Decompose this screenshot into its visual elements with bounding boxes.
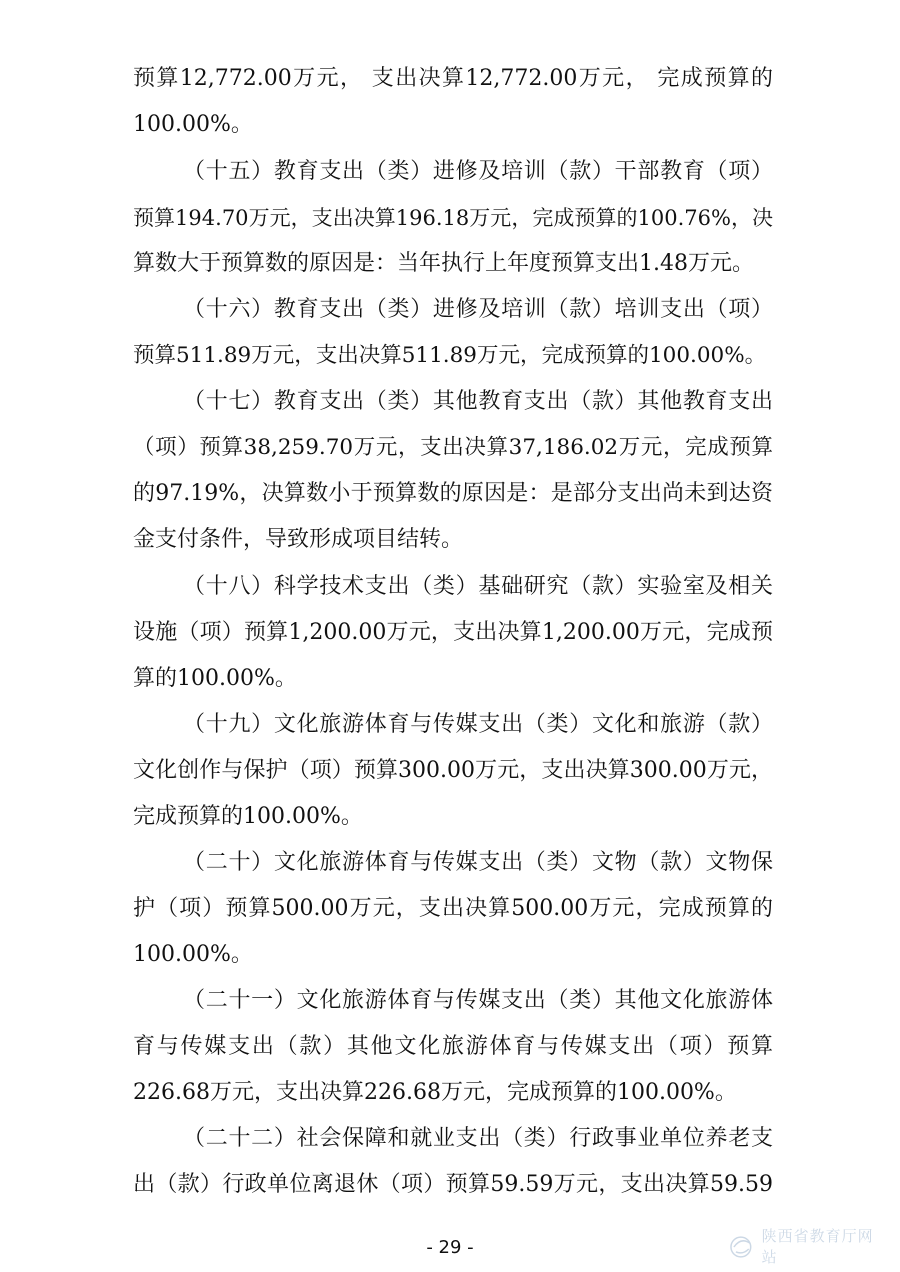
paragraph-line: 设施（项）预算1,200.00万元，支出决算1,200.00万元，完成预 [133, 620, 773, 645]
paragraph-line: 育与传媒支出（款）其他文化旅游体育与传媒支出（项）预算 [133, 1034, 773, 1059]
paragraph-line: （十七）教育支出（类）其他教育支出（款）其他教育支出 [183, 389, 773, 414]
paragraph-line: 100.00%。 [133, 112, 253, 137]
paragraph-line: 预算12,772.00万元， 支出决算12,772.00万元， 完成预算的 [133, 66, 773, 91]
paragraph-line: （项）预算38,259.70万元，支出决算37,186.02万元，完成预算 [133, 435, 773, 460]
paragraph-line: 算数大于预算数的原因是：当年执行上年度预算支出1.48万元。 [133, 251, 754, 276]
paragraph-line: 金支付条件，导致形成项目结转。 [133, 527, 464, 552]
paragraph-line: 的97.19%，决算数小于预算数的原因是：是部分支出尚未到达资 [133, 481, 773, 506]
paragraph-line: 完成预算的100.00%。 [133, 804, 363, 829]
paragraph-line: （二十）文化旅游体育与传媒支出（类）文物（款）文物保 [183, 850, 773, 875]
paragraph-line: 出（款）行政单位离退休（项）预算59.59万元，支出决算59.59 [133, 1172, 773, 1197]
paragraph-line: （十六）教育支出（类）进修及培训（款）培训支出（项） [183, 297, 773, 322]
page-number: - 29 - [426, 1237, 474, 1258]
paragraph-line: （二十二）社会保障和就业支出（类）行政事业单位养老支 [183, 1126, 773, 1151]
watermark-text: 陕西省教育厅网站 [761, 1227, 874, 1266]
paragraph-line: 算的100.00%。 [133, 666, 297, 691]
paragraph-line: 预算511.89万元，支出决算511.89万元，完成预算的100.00%。 [133, 343, 767, 368]
site-watermark [728, 1228, 888, 1264]
watermark-logo-icon [728, 1233, 758, 1259]
paragraph-line: （十五）教育支出（类）进修及培训（款）干部教育（项） [183, 159, 773, 184]
paragraph-line: 文化创作与保护（项）预算300.00万元，支出决算300.00万元， [133, 758, 773, 783]
paragraph-line: 预算194.70万元，支出决算196.18万元，完成预算的100.76%，决 [133, 206, 773, 230]
paragraph-line: 护（项）预算500.00万元，支出决算500.00万元，完成预算的 [133, 896, 773, 921]
paragraph-line: （二十一）文化旅游体育与传媒支出（类）其他文化旅游体 [183, 988, 773, 1013]
paragraph-line: （十八）科学技术支出（类）基础研究（款）实验室及相关 [183, 574, 773, 599]
paragraph-line: 100.00%。 [133, 942, 253, 967]
paragraph-line: 226.68万元，支出决算226.68万元，完成预算的100.00%。 [133, 1080, 737, 1105]
paragraph-line: （十九）文化旅游体育与传媒支出（类）文化和旅游（款） [183, 712, 773, 737]
